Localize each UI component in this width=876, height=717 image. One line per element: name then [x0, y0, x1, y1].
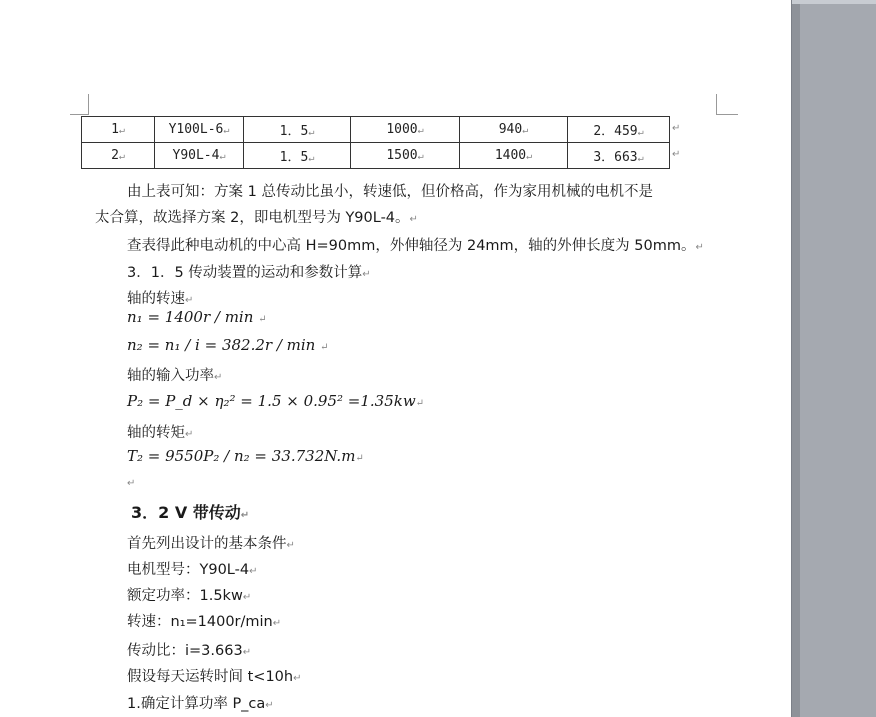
row-end-mark: ↵: [672, 123, 681, 134]
subsection-title: 3．1．5 传动装置的运动和参数计算↵: [127, 265, 371, 281]
paragraph-line: 额定功率：1.5kw↵: [127, 588, 252, 604]
table-cell: Y100L-6↵: [155, 117, 244, 143]
margin-corner-mark: [716, 94, 717, 114]
paragraph-line: 1.确定计算功率 P_ca↵: [127, 696, 274, 712]
table-cell: 940↵: [460, 117, 568, 143]
empty-paragraph: ↵: [127, 478, 136, 489]
paragraph-line: 电机型号：Y90L-4↵: [127, 562, 258, 578]
table-cell: Y90L-4↵: [155, 143, 244, 169]
equation: n₁ = 1400r / min ↵: [127, 308, 267, 326]
section-heading: 3．2 V 带传动↵: [131, 503, 250, 522]
table-cell: 1400↵: [460, 143, 568, 169]
paragraph-line: 转速：n₁=1400r/min↵: [127, 614, 282, 630]
table-cell: 2．459↵: [568, 117, 670, 143]
paragraph-line: 传动比：i=3.663↵: [127, 643, 252, 659]
table-row: [82, 143, 670, 169]
table-cell: 3．663↵: [568, 143, 670, 169]
motor-comparison-table: [81, 116, 670, 169]
paragraph-line: 假设每天运转时间 t<10h↵: [127, 669, 302, 685]
paragraph-line: 轴的转矩↵: [127, 425, 194, 441]
paragraph-line: 轴的转速↵: [127, 291, 194, 307]
table-cell: 1．5↵: [244, 143, 351, 169]
row-end-mark: ↵: [672, 149, 681, 160]
paragraph-line: 太合算，故选择方案 2，即电机型号为 Y90L-4。↵: [95, 210, 418, 226]
table-cell: 1500↵: [351, 143, 460, 169]
margin-corner-mark: [88, 94, 89, 114]
table-row: [82, 117, 670, 143]
paragraph-line: 查表得此种电动机的中心高 H=90mm，外伸轴径为 24mm，轴的外伸长度为 50mm。↵: [127, 238, 704, 254]
paragraph-line: 轴的输入功率↵: [127, 368, 223, 384]
table-cell: 1．5↵: [244, 117, 351, 143]
margin-corner-mark: [70, 114, 89, 115]
paragraph-line: 首先列出设计的基本条件↵: [127, 536, 295, 552]
table-cell: 1000↵: [351, 117, 460, 143]
equation: P₂ = P_d × η₂² = 1.5 × 0.95² =1.35kw↵: [127, 392, 425, 410]
paragraph-line: 由上表可知：方案 1 总传动比虽小，转速低，但价格高，作为家用机械的电机不是: [127, 184, 653, 200]
table-cell: 1↵: [82, 117, 155, 143]
equation: T₂ = 9550P₂ / n₂ = 33.732N.m↵: [127, 447, 364, 465]
margin-corner-mark: [716, 114, 738, 115]
equation: n₂ = n₁ / i = 382.2r / min ↵: [127, 336, 329, 354]
table-cell: 2↵: [82, 143, 155, 169]
